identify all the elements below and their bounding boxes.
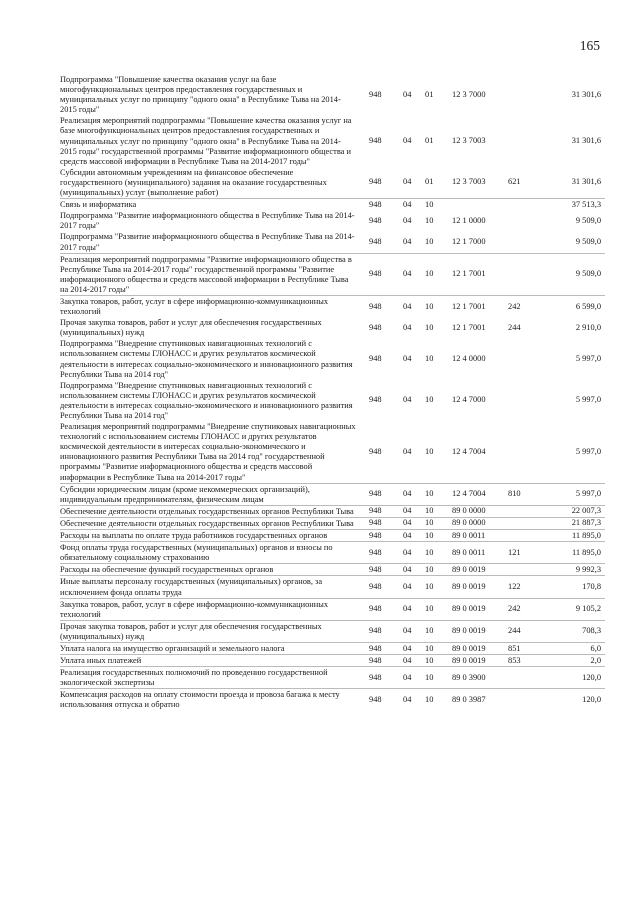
expense-type-cell: 853 [508, 655, 521, 665]
amount-cell: 9 992,3 [575, 564, 601, 574]
amount-cell: 708,3 [582, 626, 601, 636]
table-row [60, 517, 605, 529]
amount-cell: 31 301,6 [571, 177, 601, 187]
amount-cell: 11 895,0 [571, 547, 601, 557]
section-cell: 04 [403, 547, 412, 557]
item-name-cell: Субсидии автономным учреждениям на финансовое обеспечение государственного (муниципального) задания на оказание государственных (муниципальных) услуг (выполнение работ) [60, 167, 327, 198]
table-row [60, 253, 605, 295]
section-cell: 04 [403, 136, 412, 146]
target-article-cell: 12 4 7004 [452, 489, 486, 499]
subsection-cell: 10 [425, 672, 434, 682]
table-row [60, 198, 605, 210]
section-cell: 04 [403, 582, 412, 591]
gov-code-cell: 948 [369, 237, 382, 246]
subsection-cell: 10 [425, 655, 434, 665]
item-name-cell: Фонд оплаты труда государственных (муниципальных) органов и взносы по обязательному социальному страхованию [60, 543, 333, 563]
table-row [60, 598, 605, 620]
target-article-cell: 12 3 7000 [452, 89, 486, 99]
target-article-cell: 89 0 0000 [452, 506, 486, 516]
subsection-cell: 10 [425, 199, 434, 209]
expense-type-cell: 244 [508, 322, 521, 332]
section-cell: 04 [403, 395, 412, 405]
section-cell: 04 [403, 269, 412, 279]
item-name-cell: Подпрограмма "Внедрение спутниковых навигационных технологий с использованием системы ГЛОНАСС и других результатов космической деятельности в интересах социально-экономического и инновационного развития Республики Тыва на 2014 год" [60, 380, 353, 420]
subsection-cell: 10 [425, 518, 434, 528]
subsection-cell: 10 [425, 547, 434, 557]
item-name-cell: Обеспечение деятельности отдельных государственных органов Республики Тыва [60, 506, 354, 516]
table-row [60, 529, 605, 541]
item-name-cell: Подпрограмма "Повышение качества оказания услуг на базе многофункциональных центров предоставления государственных и муниципальных услуг по принципу "одного окна" в Республике Тыва на 2014-2015 годы" [60, 75, 341, 115]
item-name-cell: Субсидии юридическим лицам (кроме некоммерческих организаций), индивидуальным предпринимателям, физическим лицам [60, 484, 310, 504]
section-cell: 04 [403, 564, 412, 574]
target-article-cell: 12 1 7001 [452, 301, 486, 311]
table-row [60, 317, 605, 338]
amount-cell: 2,0 [590, 655, 601, 665]
target-article-cell: 89 0 0019 [452, 643, 486, 653]
target-article-cell: 12 4 0000 [452, 354, 486, 364]
table-row [60, 210, 605, 231]
target-article-cell: 12 4 7004 [452, 446, 486, 456]
table-row [60, 295, 605, 317]
subsection-cell: 10 [425, 395, 434, 405]
expense-type-cell: 242 [508, 301, 521, 311]
amount-cell: 6,0 [590, 643, 601, 653]
gov-code-cell: 948 [369, 301, 382, 311]
subsection-cell: 10 [425, 530, 434, 540]
gov-code-cell: 948 [369, 136, 382, 146]
gov-code-cell: 948 [369, 395, 382, 405]
expense-type-cell: 121 [508, 547, 521, 557]
amount-cell: 9 509,0 [575, 269, 601, 279]
subsection-cell: 01 [425, 89, 434, 99]
subsection-cell: 10 [425, 626, 434, 636]
item-name-cell: Реализация государственных полномочий по проведению государственной экологической экспертизы [60, 668, 328, 688]
item-name-cell: Подпрограмма "Развитие информационного общества в Республике Тыва на 2014-2017 годы" [60, 232, 355, 252]
subsection-cell: 10 [425, 237, 434, 246]
item-name-cell: Связь и информатика [60, 200, 137, 210]
amount-cell: 6 599,0 [575, 301, 601, 311]
subsection-cell: 10 [425, 582, 434, 591]
table-row [60, 620, 605, 642]
amount-cell: 9 509,0 [575, 237, 601, 246]
amount-cell: 5 997,0 [575, 446, 601, 456]
item-name-cell: Уплата налога на имущество организаций и земельного налога [60, 643, 285, 653]
table-row [60, 338, 605, 379]
amount-cell: 2 910,0 [575, 322, 601, 332]
table-row [60, 505, 605, 517]
gov-code-cell: 948 [369, 530, 382, 540]
amount-cell: 11 895,0 [571, 530, 601, 540]
subsection-cell: 10 [425, 446, 434, 456]
amount-cell: 5 997,0 [575, 489, 601, 499]
gov-code-cell: 948 [369, 604, 382, 614]
section-cell: 04 [403, 530, 412, 540]
table-row [60, 115, 605, 166]
amount-cell: 9 509,0 [575, 215, 601, 225]
section-cell: 04 [403, 322, 412, 332]
gov-code-cell: 948 [369, 89, 382, 99]
item-name-cell: Прочая закупка товаров, работ и услуг для обеспечения государственных (муниципальных) нужд [60, 621, 322, 641]
table-row [60, 688, 605, 710]
table-row [60, 74, 605, 115]
table-row [60, 563, 605, 575]
item-name-cell: Уплата иных платежей [60, 656, 142, 666]
amount-cell: 31 301,6 [571, 136, 601, 146]
gov-code-cell: 948 [369, 446, 382, 456]
target-article-cell: 12 1 0000 [452, 215, 486, 225]
expense-type-cell: 122 [508, 582, 521, 591]
table-row [60, 483, 605, 505]
budget-table [60, 74, 605, 711]
subsection-cell: 10 [425, 506, 434, 516]
table-row [60, 642, 605, 654]
section-cell: 04 [403, 215, 412, 225]
item-name-cell: Закупка товаров, работ, услуг в сфере информационно-коммуникационных технологий [60, 599, 329, 619]
section-cell: 04 [403, 177, 412, 187]
gov-code-cell: 948 [369, 672, 382, 682]
table-row [60, 541, 605, 563]
gov-code-cell: 948 [369, 643, 382, 653]
section-cell: 04 [403, 655, 412, 665]
table-row [60, 654, 605, 666]
item-name-cell: Обеспечение деятельности отдельных государственных органов Республики Тыва [60, 518, 354, 528]
amount-cell: 5 997,0 [575, 395, 601, 405]
subsection-cell: 10 [425, 322, 434, 332]
amount-cell: 120,0 [582, 694, 601, 704]
table-row [60, 167, 605, 198]
amount-cell: 170,8 [582, 582, 601, 591]
target-article-cell: 12 1 7000 [452, 237, 486, 246]
amount-cell: 22 007,3 [571, 506, 601, 516]
section-cell: 04 [403, 301, 412, 311]
amount-cell: 9 105,2 [575, 604, 601, 614]
subsection-cell: 10 [425, 301, 434, 311]
section-cell: 04 [403, 604, 412, 614]
section-cell: 04 [403, 446, 412, 456]
section-cell: 04 [403, 672, 412, 682]
subsection-cell: 01 [425, 136, 434, 146]
table-row [60, 380, 605, 421]
target-article-cell: 89 0 0019 [452, 604, 486, 614]
gov-code-cell: 948 [369, 655, 382, 665]
item-name-cell: Подпрограмма "Развитие информационного общества в Республике Тыва на 2014-2017 годы" [60, 211, 355, 231]
item-name-cell: Расходы на выплаты по оплате труда работников государственных органов [60, 531, 328, 541]
item-name-cell: Подпрограмма "Внедрение спутниковых навигационных технологий с использованием системы ГЛОНАСС и других результатов космической деятельности в интересах социально-экономического и инновационного развития Республики Тыва на 2014 год" [60, 339, 353, 379]
section-cell: 04 [403, 518, 412, 528]
target-article-cell: 12 4 7000 [452, 395, 486, 405]
item-name-cell: Реализация мероприятий подпрограммы "Развитие информационного общества в Республике Тыва на 2014-2017 годы" государственной программы "Развитие информационного общества и средств массовой информации в Республике Тыва на 2014-2017 годы" [60, 254, 352, 294]
amount-cell: 21 887,3 [571, 518, 601, 528]
expense-type-cell: 244 [508, 626, 521, 636]
target-article-cell: 89 0 0019 [452, 626, 486, 636]
item-name-cell: Расходы на обеспечение функций государственных органов [60, 565, 274, 575]
subsection-cell: 10 [425, 489, 434, 499]
target-article-cell: 89 0 3900 [452, 672, 486, 682]
item-name-cell: Компенсация расходов на оплату стоимости проезда и провоза багажа к месту использования отпуска и обратно [60, 690, 340, 710]
subsection-cell: 10 [425, 694, 434, 704]
section-cell: 04 [403, 199, 412, 209]
amount-cell: 37 513,3 [571, 199, 601, 209]
target-article-cell: 89 0 0011 [452, 547, 486, 557]
section-cell: 04 [403, 506, 412, 516]
target-article-cell: 12 3 7003 [452, 136, 486, 146]
expense-type-cell: 810 [508, 489, 521, 499]
gov-code-cell: 948 [369, 215, 382, 225]
expense-type-cell: 242 [508, 604, 521, 614]
gov-code-cell: 948 [369, 322, 382, 332]
gov-code-cell: 948 [369, 489, 382, 499]
table-row [60, 575, 605, 597]
target-article-cell: 12 1 7001 [452, 322, 486, 332]
section-cell: 04 [403, 694, 412, 704]
gov-code-cell: 948 [369, 582, 382, 591]
gov-code-cell: 948 [369, 506, 382, 516]
target-article-cell: 89 0 0000 [452, 518, 486, 528]
expense-type-cell: 851 [508, 643, 521, 653]
target-article-cell: 12 3 7003 [452, 177, 486, 187]
item-name-cell: Реализация мероприятий подпрограммы "Внедрение спутниковых навигационных технологий с использованием системы ГЛОНАСС и других результатов космической деятельности в интересах социально-экономического и инновационного развития Республики Тыва на 2014 год" государственной программы "Развитие информационного общества и средств массовой информации в Республике Тыва на 2014-2017 годы" [60, 422, 356, 482]
target-article-cell: 12 1 7001 [452, 269, 486, 279]
table-row [60, 231, 605, 252]
table-row [60, 421, 605, 483]
item-name-cell: Иные выплаты персоналу государственных (муниципальных) органов, за исключением фонда оплаты труда [60, 577, 323, 597]
gov-code-cell: 948 [369, 518, 382, 528]
section-cell: 04 [403, 626, 412, 636]
target-article-cell: 89 0 0011 [452, 530, 486, 540]
target-article-cell: 89 0 0019 [452, 655, 486, 665]
gov-code-cell: 948 [369, 199, 382, 209]
target-article-cell: 89 0 0019 [452, 582, 486, 591]
subsection-cell: 10 [425, 215, 434, 225]
expense-type-cell: 621 [508, 177, 521, 187]
subsection-cell: 10 [425, 643, 434, 653]
section-cell: 04 [403, 89, 412, 99]
target-article-cell: 89 0 0019 [452, 564, 486, 574]
section-cell: 04 [403, 489, 412, 499]
gov-code-cell: 948 [369, 177, 382, 187]
subsection-cell: 10 [425, 269, 434, 279]
gov-code-cell: 948 [369, 564, 382, 574]
item-name-cell: Реализация мероприятий подпрограммы "Повышение качества оказания услуг на базе многофункциональных центров предоставления государственных и муниципальных услуг по принципу "одного окна" в Республике Тыва на 2014-2015 годы" государственной программы "Развитие информационного общества и средств массовой информации в Республике Тыва на 2014-2017 годы" [60, 116, 352, 166]
amount-cell: 120,0 [582, 672, 601, 682]
gov-code-cell: 948 [369, 269, 382, 279]
subsection-cell: 10 [425, 354, 434, 364]
subsection-cell: 10 [425, 564, 434, 574]
section-cell: 04 [403, 643, 412, 653]
subsection-cell: 10 [425, 604, 434, 614]
subsection-cell: 01 [425, 177, 434, 187]
item-name-cell: Закупка товаров, работ, услуг в сфере информационно-коммуникационных технологий [60, 296, 329, 317]
section-cell: 04 [403, 354, 412, 364]
target-article-cell: 89 0 3987 [452, 694, 486, 704]
item-name-cell: Прочая закупка товаров, работ и услуг для обеспечения государственных (муниципальных) нужд [60, 318, 322, 338]
gov-code-cell: 948 [369, 354, 382, 364]
section-cell: 04 [403, 237, 412, 246]
page-number: 165 [579, 38, 600, 53]
gov-code-cell: 948 [369, 547, 382, 557]
gov-code-cell: 948 [369, 694, 382, 704]
amount-cell: 5 997,0 [575, 354, 601, 364]
table-row [60, 666, 605, 688]
gov-code-cell: 948 [369, 626, 382, 636]
amount-cell: 31 301,6 [571, 89, 601, 99]
